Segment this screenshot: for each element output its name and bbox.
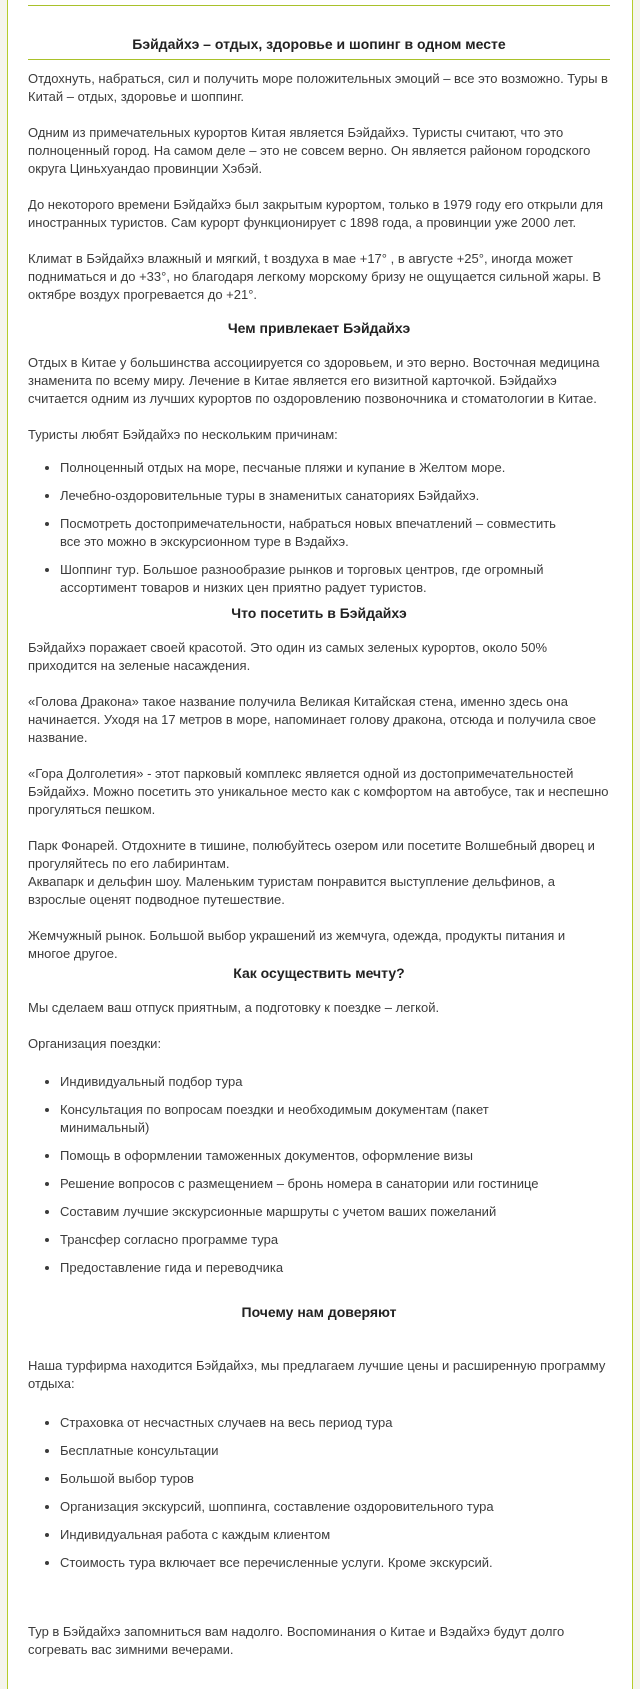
list-item: • Страховка от несчастных случаев на весь период тура	[60, 1414, 610, 1432]
section-heading-dream: Как осуществить мечту?	[233, 965, 405, 981]
list-item: • Большой выбор туров	[60, 1470, 610, 1488]
visit-paragraph-4: Парк Фонарей. Отдохните в тишине, полюбуйтесь озером или посетите Волшебный дворец и прогуляйтесь по его лабиринтам.	[28, 838, 595, 871]
dream-paragraph-2: Организация поездки:	[28, 1036, 162, 1051]
visit-paragraph-6: Жемчужный рынок. Большой выбор украшений из жемчуга, одежда, продукты питания и многое другое.	[28, 928, 566, 961]
list-item: • Индивидуальная работа с каждым клиентом	[60, 1526, 610, 1544]
list-item: • Полноценный отдых на море, песчаные пляжи и купание в Желтом море.	[60, 459, 610, 477]
intro-paragraph-4: Климат в Бэйдайхэ влажный и мягкий, t воздуха в мае +17° , в августе +25°, иногда может подниматься и до +33°, но благодаря легкому морскому бризу не ощущается сильной жары. В октябре воздух прогревается до +21°.	[28, 251, 602, 302]
list-item: • Предоставление гида и переводчика	[60, 1259, 610, 1277]
trust-list	[28, 1414, 610, 1572]
section-heading-visit: Что посетить в Бэйдайхэ	[231, 605, 407, 621]
list-item: • Бесплатные консультации	[60, 1442, 610, 1460]
top-divider	[28, 5, 610, 6]
section-heading-attract: Чем привлекает Бэйдайхэ	[227, 320, 411, 336]
list-item: • Консультация по вопросам поездки и необходимым документам (пакет минимальный)	[60, 1101, 610, 1137]
trust-paragraph: Наша турфирма находится Бэйдайхэ, мы предлагаем лучшие цены и расширенную программу отдыха:	[28, 1358, 606, 1391]
visit-paragraph-3: «Гора Долголетия» - этот парковый комплекс является одной из достопримечательностей Бэйдайхэ. Можно посетить это уникальное место как с комфортом на автобусе, так и неспешно прогуляться пешком.	[28, 766, 609, 817]
article-content	[28, 0, 610, 1659]
section-heading-trust: Почему нам доверяют	[241, 1304, 397, 1320]
intro-paragraph-3: До некоторого времени Бэйдайхэ был закрытым курортом, только в 1979 году его открыли для иностранных туристов. Сам курорт функционирует с 1898 года, а провинции уже 2000 лет.	[28, 197, 603, 230]
list-item: • Организация экскурсий, шоппинга, составление оздоровительного тура	[60, 1498, 610, 1516]
attract-list	[28, 459, 610, 597]
list-item: • Индивидуальный подбор тура	[60, 1073, 610, 1091]
list-item: • Стоимость тура включает все перечисленные услуги. Кроме экскурсий.	[60, 1554, 610, 1572]
visit-paragraph-1: Бэйдайхэ поражает своей красотой. Это один из самых зеленых курортов, около 50% приходится на зеленые насаждения.	[28, 640, 548, 673]
intro-paragraph-1: Отдохнуть, набраться, сил и получить море положительных эмоций – все это возможно. Туры в Китай – отдых, здоровье и шоппинг.	[28, 71, 608, 104]
attract-paragraph-1: Отдых в Китае у большинства ассоциируется со здоровьем, и это верно. Восточная медицина знаменита по всему миру. Лечение в Китае является его визитной карточкой. Бэйдайхэ считается одним из лучших курортов по оздоровлению позвоночника и стоматологии в Китае.	[28, 355, 600, 406]
visit-paragraph-5: Аквапарк и дельфин шоу. Маленьким туристам понравится выступление дельфинов, а взрослые оценят подводное путешествие.	[28, 874, 555, 907]
list-item: • Трансфер согласно программе тура	[60, 1231, 610, 1249]
list-item: • Лечебно-оздоровительные туры в знаменитых санаториях Бэйдайхэ.	[60, 487, 610, 505]
dream-paragraph-1: Мы сделаем ваш отпуск приятным, а подготовку к поездке – легкой.	[28, 1000, 440, 1015]
intro-paragraph-2: Одним из примечательных курортов Китая является Бэйдайхэ. Туристы считают, что это полноценный город. На самом деле – это не совсем верно. Он является районом городского округа Циньхуандао провинции Хэбэй.	[28, 125, 591, 176]
closing-paragraph: Тур в Бэйдайхэ запомниться вам надолго. Воспоминания о Китае и Вэдайхэ будут долго согревать вас зимними вечерами.	[28, 1624, 565, 1657]
list-item: • Шоппинг тур. Большое разнообразие рынков и торговых центров, где огромный ассортимент товаров и низких цен приятно радует туристов.	[60, 561, 610, 597]
page-title: Бэйдайхэ – отдых, здоровье и шопинг в одном месте	[28, 35, 610, 60]
list-item: • Решение вопросов с размещением – бронь номера в санатории или гостинице	[60, 1175, 610, 1193]
attract-paragraph-2: Туристы любят Бэйдайхэ по нескольким причинам:	[28, 427, 338, 442]
list-item: • Помощь в оформлении таможенных документов, оформление визы	[60, 1147, 610, 1165]
list-item: • Посмотреть достопримечательности, набраться новых впечатлений – совместить все это можно в экскурсионном туре в Вэдайхэ.	[60, 515, 610, 551]
visit-paragraph-2: «Голова Дракона» такое название получила Великая Китайская стена, именно здесь она начинается. Уходя на 17 метров в море, напоминает голову дракона, отсюда и получила свое название.	[28, 694, 597, 745]
page-frame	[7, 0, 633, 1689]
dream-list	[28, 1073, 610, 1277]
list-item: • Составим лучшие экскурсионные маршруты с учетом ваших пожеланий	[60, 1203, 610, 1221]
